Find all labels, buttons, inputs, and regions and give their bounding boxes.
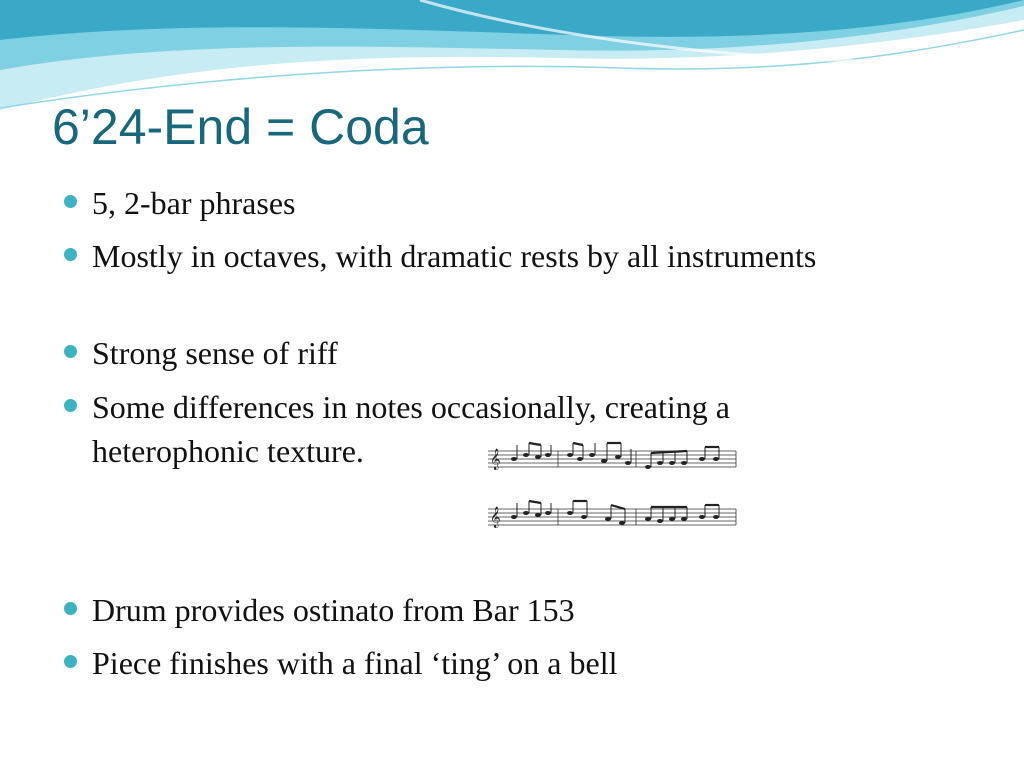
bullet-item [92,588,892,632]
bullet-dot-icon [64,345,77,358]
bullet-dot-icon [64,655,77,668]
bullet-text: Mostly in octaves, with dramatic rests by all instruments [92,238,817,274]
svg-text:𝄞: 𝄞 [490,507,501,528]
bullet-text: Piece finishes with a final ‘ting’ on a bell [92,645,618,681]
bullet-text: Strong sense of riff [92,335,338,371]
slide-title: 6’24-End = Coda [52,99,429,155]
bullet-text: 5, 2-bar phrases [92,185,296,221]
bullet-text: Some differences in notes occasionally, creating a heterophonic texture. [92,389,730,469]
music-score-image [484,433,740,536]
svg-text:𝄞: 𝄞 [490,449,501,470]
bullet-item [92,181,892,225]
bullet-dot-icon [64,195,77,208]
bullet-dot-icon [64,602,77,615]
bullet-item [92,234,892,278]
bullet-item [92,641,892,685]
bullet-text: Drum provides ostinato from Bar 153 [92,592,575,628]
bullet-dot-icon [64,248,77,261]
bullet-dot-icon [64,399,77,412]
bullet-item [92,331,892,375]
